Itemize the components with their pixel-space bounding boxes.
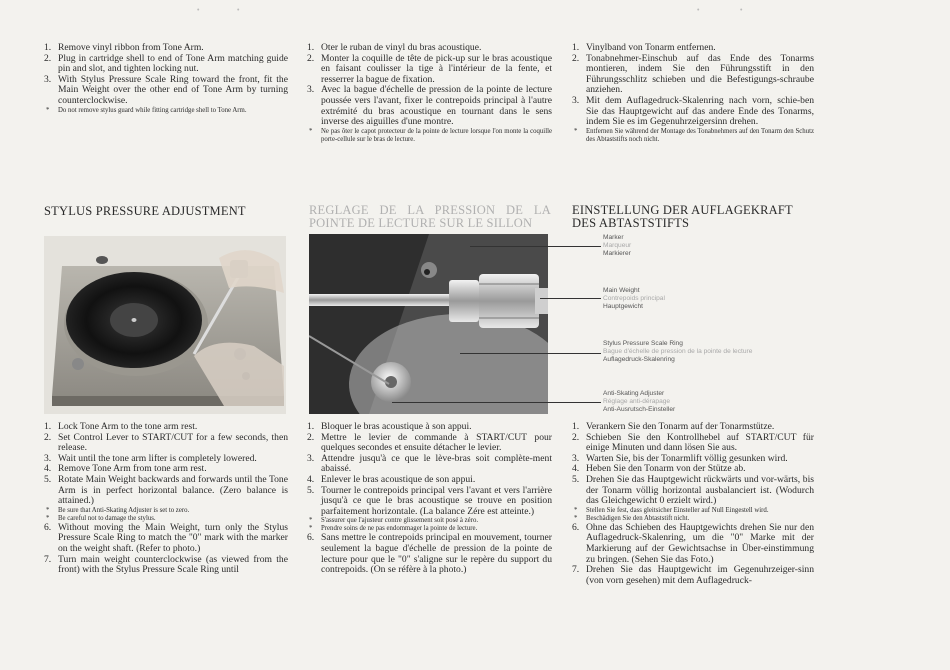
print-mark: • xyxy=(697,7,700,14)
step-number: 1. xyxy=(307,421,315,432)
step-text: Without moving the Main Weight, turn only the Stylus Pressure Scale Ring to match the "0" mark with the marker on the weight shaft. (Refer to photo.) xyxy=(58,521,288,554)
step-text: Verankern Sie den Tonarm auf der Tonarmstütze. xyxy=(586,421,775,432)
step-number: * xyxy=(309,127,313,135)
step-number: 5. xyxy=(44,473,52,485)
step-number: 1. xyxy=(307,42,315,53)
step-number: 2. xyxy=(572,431,580,443)
callout-en: Stylus Pressure Scale Ring xyxy=(603,340,683,347)
instruction-step xyxy=(307,433,552,454)
step-number: 3. xyxy=(307,84,315,96)
callout-de: Markierer xyxy=(603,250,631,257)
print-mark: • xyxy=(197,7,200,14)
step-text: Monter la coquille de tête de pick-up sur le bras acoustique en faisant coulisser la tige à l'intérieur de la fente, et resserrer la bague de fixation. xyxy=(321,52,552,85)
step-text: Be careful not to damage the stylus. xyxy=(58,514,156,522)
callout-fr: Marqueur xyxy=(603,242,632,249)
heading-en: STYLUS PRESSURE ADJUSTMENT xyxy=(44,204,246,218)
callout-de: Auflagedruck-Skalenring xyxy=(603,356,675,363)
step-text: Vinylband von Tonarm entfernen. xyxy=(586,42,716,53)
instructions-de-top xyxy=(572,43,814,144)
step-text: Remove Tone Arm from tone arm rest. xyxy=(58,463,207,475)
callout-line-scale-ring xyxy=(460,353,601,354)
callout-line-main-weight xyxy=(540,298,601,299)
callout-anti-skating xyxy=(603,390,675,414)
instruction-step xyxy=(572,523,814,565)
instruction-step xyxy=(44,75,288,107)
step-text: Mettre le levier de commande à START/CUT pour quelques secondes et ensuite détacher le levier. xyxy=(321,431,552,454)
instruction-note xyxy=(572,507,814,515)
step-text: Heben Sie den Tonarm von der Stütze ab. xyxy=(586,463,746,475)
instruction-note xyxy=(307,128,552,144)
instruction-step xyxy=(307,454,552,475)
instruction-note xyxy=(44,107,288,115)
instruction-step xyxy=(572,96,814,128)
callout-marker xyxy=(603,234,631,258)
step-number: * xyxy=(46,506,50,514)
step-text: Drehen Sie das Hauptgewicht im Gegenuhrzeiger-sinn (von vorn gesehen) mit dem Auflagedruck- xyxy=(586,564,814,586)
instruction-step xyxy=(44,523,288,555)
step-text: Turn main weight counterclockwise (as viewed from the front) with the Stylus Pressure Scale Ring until xyxy=(58,553,288,576)
callout-fr: Contrepoids principal xyxy=(603,295,665,302)
step-text: Do not remove stylus guard while fitting cartridge shell to Tone Arm. xyxy=(58,106,247,114)
step-number: * xyxy=(309,525,313,533)
step-number: 6. xyxy=(307,532,315,544)
step-text: Mit dem Auflagedruck-Skalenring nach vorn, schie-ben Sie das Hauptgewicht auf das andere Ende des Tonarms, indem Sie es im Gegenuhrzeigersinn drehen. xyxy=(586,94,814,128)
step-text: Entfernen Sie während der Montage des Tonabnehmers auf den Tonarm den Schutz des Abtaststifts noch nicht. xyxy=(586,127,814,143)
step-text: Set Control Lever to START/CUT for a few seconds, then release. xyxy=(58,431,288,454)
instructions-en-top xyxy=(44,43,288,115)
step-number: 2. xyxy=(307,431,315,443)
step-text: Lock Tone Arm to the tone arm rest. xyxy=(58,421,198,432)
instruction-step xyxy=(44,433,288,454)
step-text: Tourner le contrepoids principal vers l'avant et vers l'arrière jusqu'à ce que le bras acoustique se trouve en position parfaitement horizontale. (La balance Zére est atteinte.) xyxy=(321,484,552,517)
step-text: Wait until the tone arm lifter is completely lowered. xyxy=(58,452,257,464)
step-number: 2. xyxy=(44,52,52,64)
step-number: * xyxy=(46,106,50,114)
step-text: Prendre soins de ne pas endommager la pointe de lecture. xyxy=(321,525,478,533)
step-text: Sans mettre le contrepoids principal en mouvement, tourner seulement la bague d'échelle de pression de la pointe de lecture pour que le "0" s'aligne sur le repère du support du contrepoids. (On se réfère à la photo.) xyxy=(321,532,552,576)
step-number: 1. xyxy=(572,421,580,432)
instruction-note xyxy=(307,517,552,525)
instruction-step xyxy=(307,54,552,86)
turntable-photo xyxy=(44,236,286,414)
callout-line-marker xyxy=(470,246,601,247)
step-text: Avec la bague d'échelle de pression de la pointe de lecture poussée vers l'avant, fixer le contrepoids principal à l'autre extrémité du bras acoustique en tournant dans le sens inverse des aiguilles d'une montre. xyxy=(321,84,552,128)
step-text: Attendre jusqu'à ce que le lève-bras soit complète-ment abaissé. xyxy=(321,452,552,475)
step-number: 2. xyxy=(572,52,580,64)
callout-fr: Bague d'échelle de pression de la pointe de lecture xyxy=(603,348,753,355)
print-mark: • xyxy=(740,7,743,14)
step-text: Warten Sie, bis der Tonarmlift völlig gesunken wird. xyxy=(586,452,788,464)
print-mark: • xyxy=(237,7,240,14)
step-text: Tonabnehmer-Einschub auf das Ende des Tonarms montieren, indem Sie den Führungsstift in den Führungsschlitz schieben und die Befestigungs-schraube anziehen. xyxy=(586,52,814,96)
step-text: S'assurer que l'ajusteur contre glissement soit posé à zéro. xyxy=(321,517,479,525)
callout-en: Marker xyxy=(603,234,624,241)
step-number: * xyxy=(574,514,578,522)
instruction-step xyxy=(572,54,814,96)
callout-de: Anti-Ausrutsch-Einsteller xyxy=(603,406,676,413)
step-text: Drehen Sie das Hauptgewicht rückwärts und vor-wärts, bis der Tonarm völlig horizontal ausbalanciert ist. (Wodurch das Gleichgewicht 0 erzielt wird.) xyxy=(586,473,814,507)
tonearm-closeup-photo xyxy=(309,234,548,414)
step-number: * xyxy=(309,517,313,525)
step-text: With Stylus Pressure Scale Ring toward the front, fit the Main Weight over the other end of Tone Arm by turning counterclockwise. xyxy=(58,73,288,106)
step-text: Bloquer le bras acoustique à son appui. xyxy=(321,421,472,432)
callout-main-weight xyxy=(603,287,665,311)
step-number: 6. xyxy=(572,521,580,533)
callout-line-anti-skating xyxy=(392,402,601,403)
step-text: Enlever le bras acoustique de son appui. xyxy=(321,473,476,485)
step-number: 3. xyxy=(572,94,580,106)
step-number: 7. xyxy=(44,553,52,565)
step-number: 3. xyxy=(44,73,52,85)
instruction-step xyxy=(44,54,288,75)
step-number: 2. xyxy=(44,431,52,443)
instructions-fr-bottom xyxy=(307,422,552,576)
instructions-en-bottom xyxy=(44,422,288,576)
step-text: Rotate Main Weight backwards and forwards until the Tone Arm is in perfect horizontal balance. (Zero balance is attained.) xyxy=(58,473,288,507)
instruction-step xyxy=(572,475,814,507)
step-number: * xyxy=(574,127,578,135)
step-text: Remove vinyl ribbon from Tone Arm. xyxy=(58,42,204,53)
instruction-step xyxy=(307,85,552,127)
callout-scale-ring xyxy=(603,340,752,364)
step-text: Stellen Sie fest, dass gleitsicher Einsteller auf Null Eingestell wird. xyxy=(586,506,769,514)
step-number: 6. xyxy=(44,521,52,533)
step-number: 4. xyxy=(44,463,52,475)
step-number: 5. xyxy=(307,484,315,496)
instruction-step xyxy=(572,433,814,454)
instruction-note xyxy=(44,507,288,515)
callout-fr: Réglage anti-dérapage xyxy=(603,398,671,405)
step-number: 4. xyxy=(307,473,315,485)
step-number: * xyxy=(46,514,50,522)
step-text: Beschädigen Sie den Abtaststift nicht. xyxy=(586,514,690,522)
step-number: 3. xyxy=(44,452,52,464)
step-number: 4. xyxy=(572,463,580,475)
instruction-step xyxy=(572,565,814,586)
instruction-note xyxy=(572,128,814,144)
tonearm-illustration xyxy=(309,234,548,414)
step-number: 7. xyxy=(572,564,580,576)
instructions-fr-top xyxy=(307,43,552,144)
step-number: 3. xyxy=(307,452,315,464)
instruction-step xyxy=(307,486,552,518)
step-text: Be sure that Anti-Skating Adjuster is set to zero. xyxy=(58,506,190,514)
callout-en: Main Weight xyxy=(603,287,640,294)
step-number: 1. xyxy=(44,42,52,53)
instruction-step xyxy=(44,555,288,576)
step-text: Schieben Sie den Kontrollhebel auf START/CUT für einige Minuten und dann lösen Sie aus. xyxy=(586,431,814,454)
step-number: 3. xyxy=(572,452,580,464)
instructions-de-bottom xyxy=(572,422,814,586)
callout-en: Anti-Skating Adjuster xyxy=(603,390,665,397)
heading-fr: REGLAGE DE LA PRESSION DE LA POINTE DE LECTURE SUR LE SILLON xyxy=(309,203,551,230)
step-text: Ne pas ôter le capot protecteur de la pointe de lecture lorsque l'on monte la coquille porte-cellule sur le bras de lecture. xyxy=(321,127,552,143)
instruction-step xyxy=(307,533,552,575)
turntable-illustration xyxy=(44,236,286,414)
step-number: 1. xyxy=(44,421,52,432)
step-number: 2. xyxy=(307,52,315,64)
heading-de: EINSTELLUNG DER AUFLAGEKRAFT DES ABTASTSTIFTS xyxy=(572,203,793,230)
instruction-step xyxy=(44,475,288,507)
callout-de: Hauptgewicht xyxy=(603,303,643,310)
step-number: * xyxy=(574,506,578,514)
step-number: 1. xyxy=(572,42,580,53)
step-number: 5. xyxy=(572,473,580,485)
step-text: Ohne das Schieben des Hauptgewichts drehen Sie nur den Auflagedruck-Skalenring, um die "0" Marke mit der Markierung auf der Gewichtsachse in Über-einstimmung zu bringen. (Sehen Sie das Foto.) xyxy=(586,521,814,565)
step-text: Oter le ruban de vinyl du bras acoustique. xyxy=(321,42,482,53)
step-text: Plug in cartridge shell to end of Tone Arm matching guide pin and slot, and tighten locking nut. xyxy=(58,52,288,75)
